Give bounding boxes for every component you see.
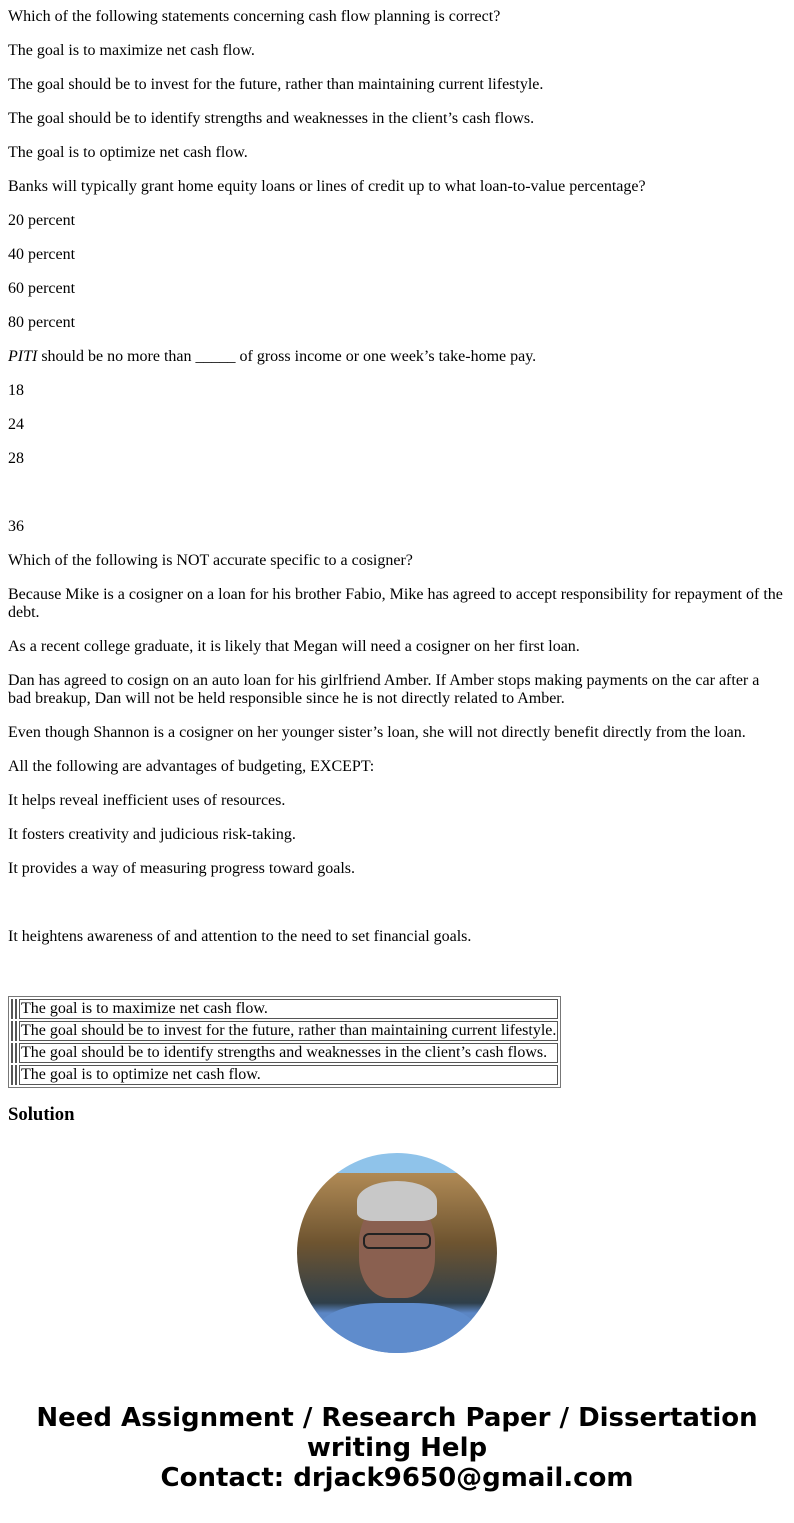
promo-contact: Contact: drjack9650@gmail.com [160, 1463, 634, 1493]
option: It fosters creativity and judicious risk-taking. [8, 826, 296, 843]
blank-line [8, 484, 786, 502]
table-cell: The goal should be to identify strengths and weaknesses in the client’s cash flows. [19, 1043, 558, 1063]
table-row [11, 1065, 558, 1085]
question-2: Banks will typically grant home equity loans or lines of credit up to what loan-to-value percentage? [8, 178, 646, 195]
option: It provides a way of measuring progress toward goals. [8, 860, 356, 877]
question-3-text: should be no more than _____ of gross income or one week’s take-home pay. [37, 348, 537, 365]
option: 60 percent [8, 280, 76, 297]
option: 18 [8, 382, 24, 399]
piti-term: PITI [8, 348, 38, 365]
table-cell: The goal should be to invest for the future, rather than maintaining current lifestyle. [21, 1022, 557, 1039]
option: It heightens awareness of and attention to the need to set financial goals. [8, 928, 472, 945]
option: 80 percent [8, 314, 76, 331]
table-cell: The goal is to optimize net cash flow. [19, 1065, 558, 1085]
question-3 [8, 348, 786, 366]
promo-line-1: Need Assignment / Research Paper / Dissertation [36, 1403, 758, 1433]
option: Dan has agreed to cosign on an auto loan for his girlfriend Amber. If Amber stops making payments on the car after a bad breakup, Dan will not be held responsible since he is not directly related to Amber. [8, 672, 760, 707]
option: 28 [8, 450, 24, 467]
option: 36 [8, 518, 24, 535]
option: It helps reveal inefficient uses of resources. [8, 792, 286, 809]
glasses-icon [363, 1233, 431, 1249]
question-5: All the following are advantages of budgeting, EXCEPT: [8, 758, 375, 775]
option: Even though Shannon is a cosigner on her younger sister’s loan, she will not directly benefit directly from the loan. [8, 724, 746, 741]
option: 24 [8, 416, 24, 433]
option: The goal is to optimize net cash flow. [8, 144, 248, 161]
promo-banner [0, 1403, 794, 1493]
option: Because Mike is a cosigner on a loan for his brother Fabio, Mike has agreed to accept responsibility for repayment of the debt. [8, 586, 783, 621]
option: As a recent college graduate, it is likely that Megan will need a cosigner on her first loan. [8, 638, 580, 655]
question-1: Which of the following statements concerning cash flow planning is correct? [8, 8, 501, 25]
question-4: Which of the following is NOT accurate specific to a cosigner? [8, 552, 413, 569]
promo-line-2: writing Help [306, 1433, 488, 1463]
option: The goal should be to identify strengths and weaknesses in the client’s cash flows. [8, 110, 535, 127]
option: The goal should be to invest for the future, rather than maintaining current lifestyle. [8, 76, 544, 93]
option: The goal is to maximize net cash flow. [8, 42, 255, 59]
option: 40 percent [8, 246, 76, 263]
table-row [11, 1043, 558, 1063]
blank-line [8, 894, 786, 912]
table-cell: The goal is to maximize net cash flow. [19, 999, 558, 1019]
table-row [11, 1021, 558, 1041]
blank-line [8, 962, 786, 980]
solution-heading: Solution [8, 1104, 75, 1123]
table-row [11, 999, 558, 1019]
author-avatar [297, 1153, 497, 1353]
options-table [8, 996, 561, 1088]
option: 20 percent [8, 212, 76, 229]
